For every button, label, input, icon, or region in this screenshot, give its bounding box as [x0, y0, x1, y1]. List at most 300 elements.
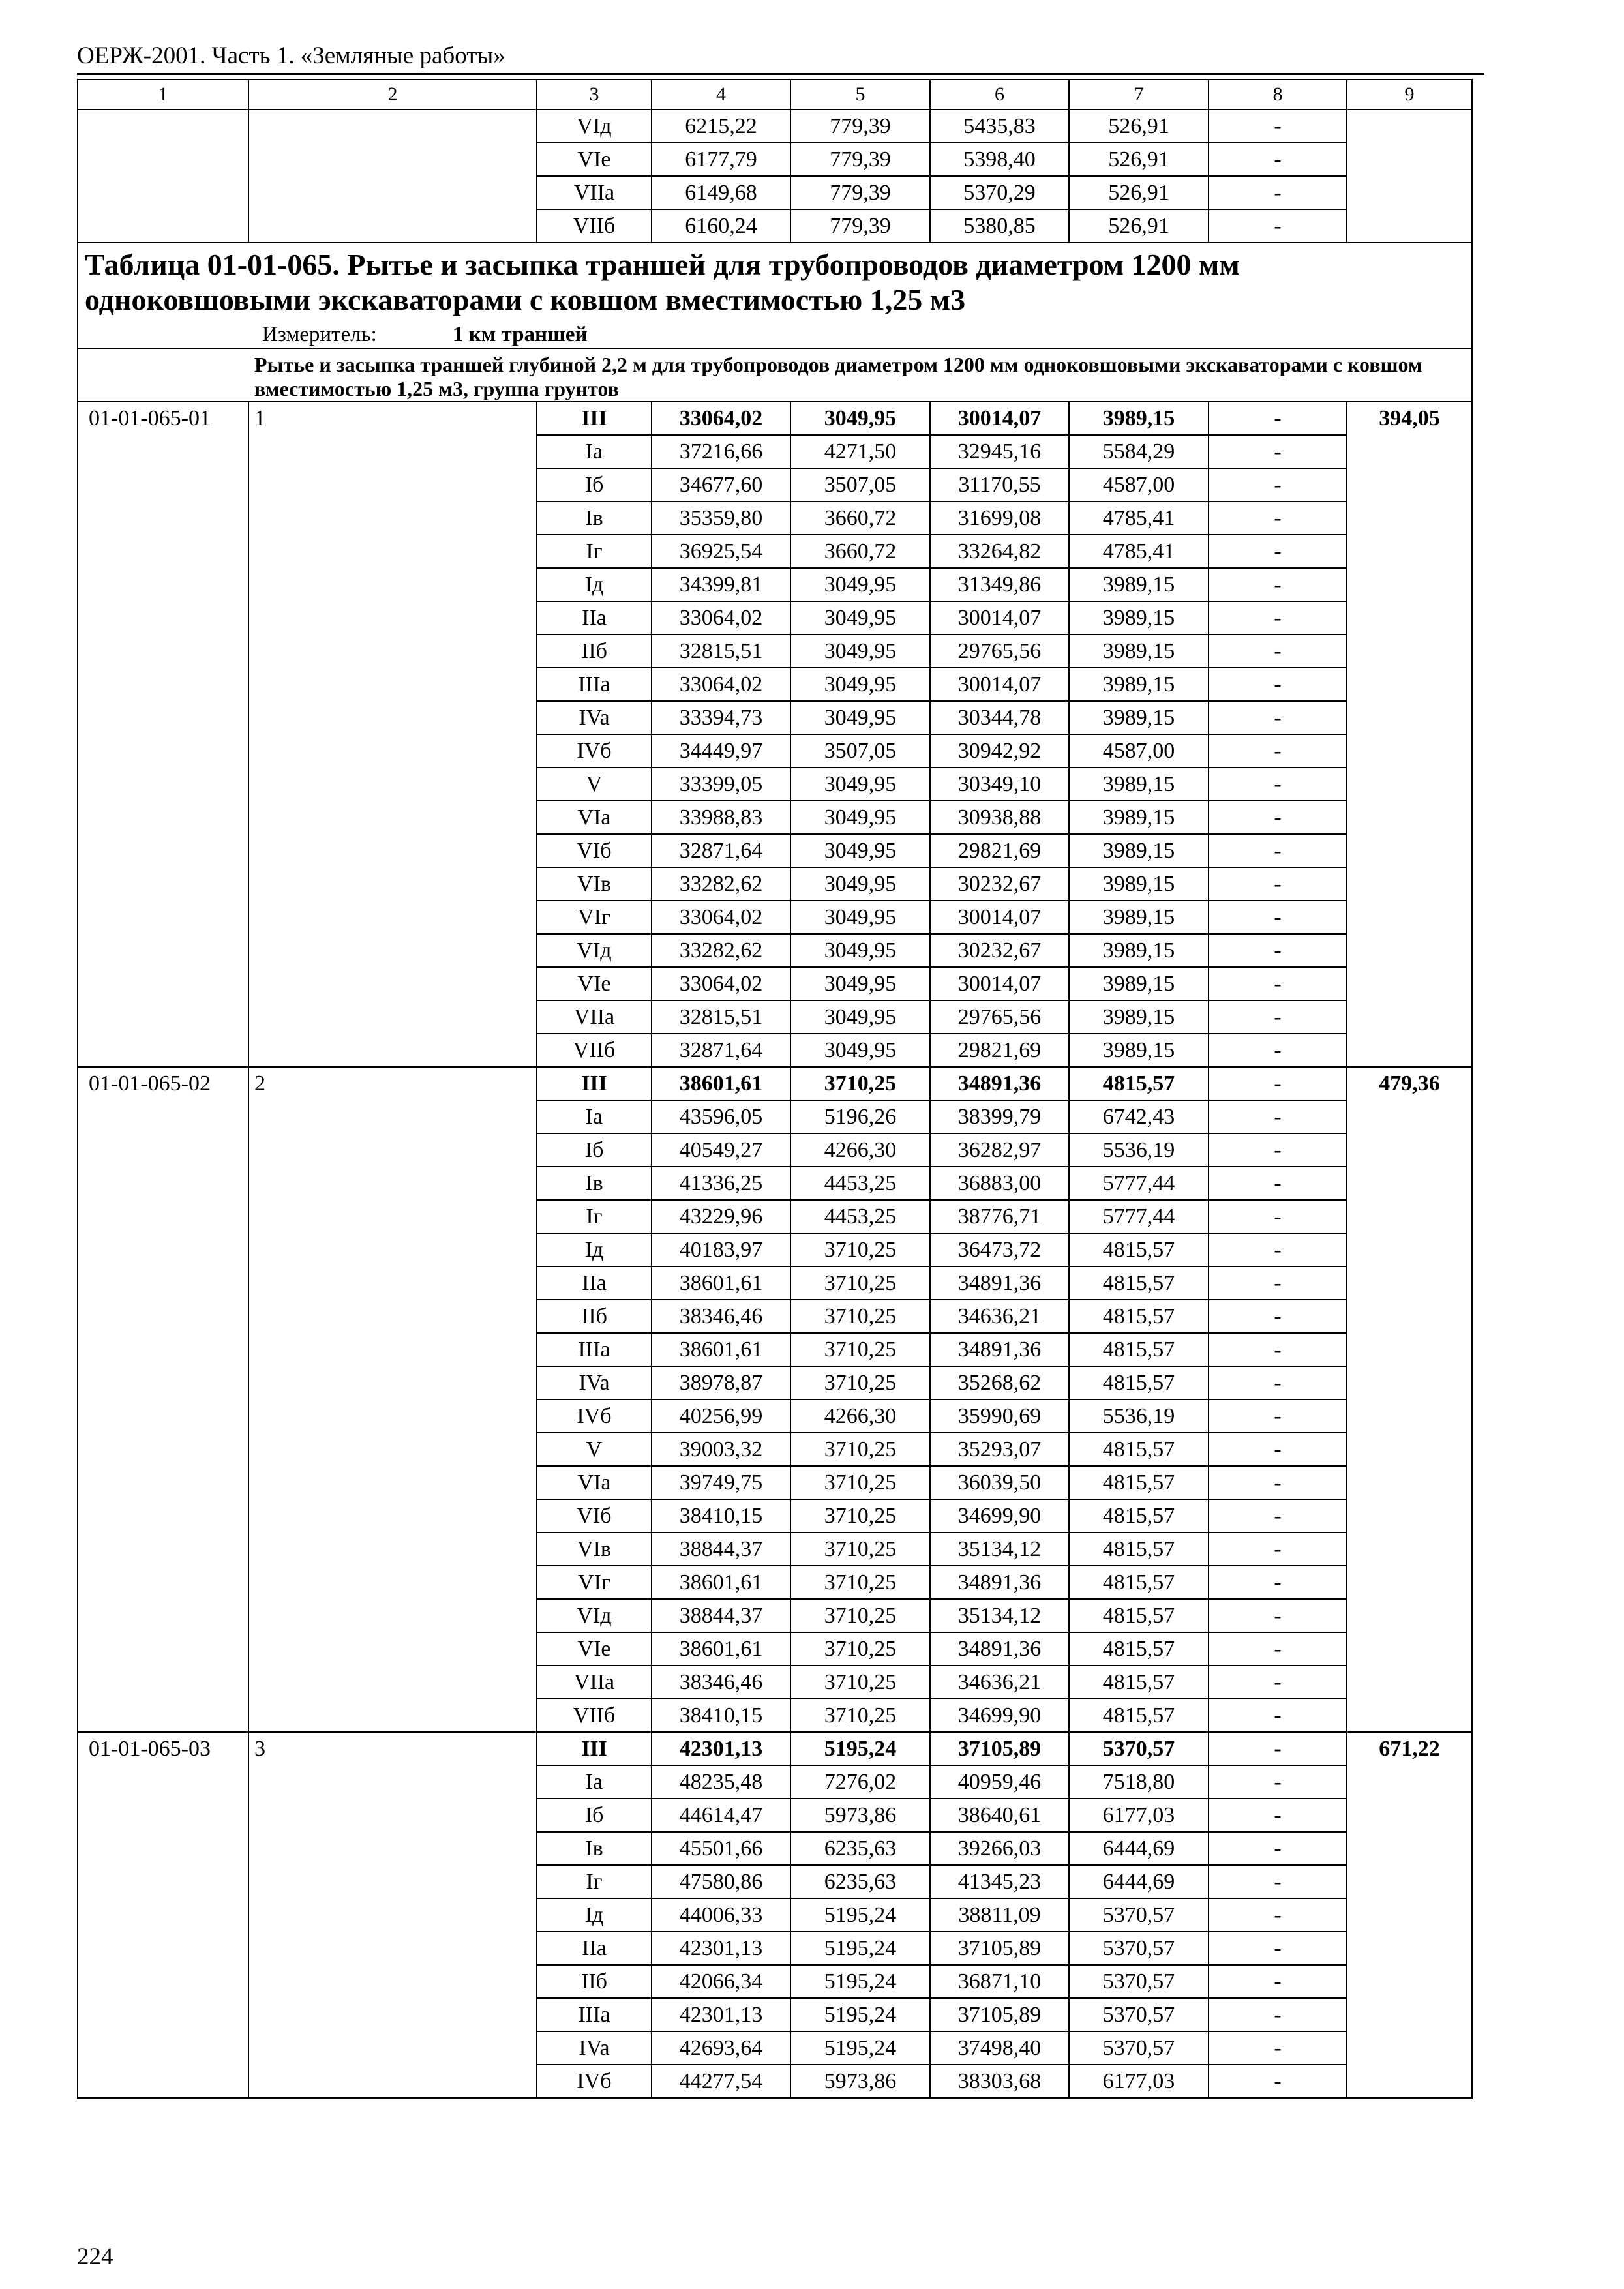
value-cell: 30344,78: [930, 701, 1069, 734]
value-cell: -: [1209, 1466, 1347, 1499]
value-cell: -: [1209, 176, 1347, 209]
value-cell: 4815,57: [1069, 1300, 1209, 1333]
value-cell: -: [1209, 1599, 1347, 1632]
value-cell: 43596,05: [652, 1100, 790, 1133]
value-cell: 3989,15: [1069, 701, 1209, 734]
value-cell: 3710,25: [790, 1366, 930, 1399]
value-cell: 5195,24: [790, 1965, 930, 1998]
value-cell: 33282,62: [652, 867, 790, 901]
soil-group: VIд: [537, 934, 652, 967]
value-cell: 5370,57: [1069, 1898, 1209, 1932]
value-cell: 3049,95: [790, 967, 930, 1000]
value-cell: -: [1209, 1034, 1347, 1067]
value-cell: 32815,51: [652, 1000, 790, 1034]
value-cell: 33064,02: [652, 901, 790, 934]
value-cell: 5973,86: [790, 2065, 930, 2098]
value-cell: 38844,37: [652, 1533, 790, 1566]
value-cell: 526,91: [1069, 110, 1209, 143]
soil-group: III: [537, 1732, 652, 1765]
value-cell: 30942,92: [930, 734, 1069, 768]
column-number: 4: [652, 80, 790, 110]
value-cell: -: [1209, 1765, 1347, 1799]
measure-value: 1 км траншей: [453, 323, 588, 346]
value-cell: -: [1209, 1167, 1347, 1200]
value-cell: 47580,86: [652, 1865, 790, 1898]
value-cell: -: [1209, 934, 1347, 967]
soil-group: VIIб: [537, 209, 652, 243]
value-cell: 3989,15: [1069, 901, 1209, 934]
column-number: 7: [1069, 80, 1209, 110]
soil-group: IIIa: [537, 668, 652, 701]
soil-group: IVб: [537, 734, 652, 768]
soil-group: IIIa: [537, 1333, 652, 1366]
soil-group: Iг: [537, 1865, 652, 1898]
value-cell: 42301,13: [652, 1732, 790, 1765]
value-cell: 7276,02: [790, 1765, 930, 1799]
value-cell: 38410,15: [652, 1499, 790, 1533]
value-cell: 38410,15: [652, 1699, 790, 1732]
value-cell: 6177,03: [1069, 1799, 1209, 1832]
value-cell: 34699,90: [930, 1699, 1069, 1732]
table-row: [78, 1732, 1472, 1765]
value-cell: 42301,13: [652, 1998, 790, 2031]
value-cell: 3989,15: [1069, 635, 1209, 668]
value-cell: 3710,25: [790, 1067, 930, 1100]
value-cell: 38601,61: [652, 1566, 790, 1599]
value-cell: 779,39: [790, 176, 930, 209]
value-cell: 35293,07: [930, 1433, 1069, 1466]
total-cell: [1347, 110, 1472, 243]
value-cell: 4785,41: [1069, 501, 1209, 535]
value-cell: 45501,66: [652, 1832, 790, 1865]
value-cell: 3989,15: [1069, 801, 1209, 834]
value-cell: -: [1209, 1133, 1347, 1167]
soil-group: III: [537, 1067, 652, 1100]
value-cell: 35134,12: [930, 1599, 1069, 1632]
value-cell: 3710,25: [790, 1233, 930, 1266]
value-cell: 34891,36: [930, 1632, 1069, 1666]
value-cell: 3660,72: [790, 501, 930, 535]
value-cell: -: [1209, 1865, 1347, 1898]
value-cell: 3049,95: [790, 801, 930, 834]
value-cell: 37105,89: [930, 1998, 1069, 2031]
value-cell: 3989,15: [1069, 668, 1209, 701]
soil-group: VIIa: [537, 1000, 652, 1034]
value-cell: -: [1209, 1200, 1347, 1233]
value-cell: 43229,96: [652, 1200, 790, 1233]
value-cell: 6235,63: [790, 1832, 930, 1865]
value-cell: -: [1209, 1000, 1347, 1034]
value-cell: -: [1209, 668, 1347, 701]
running-header: ОЕРЖ-2001. Часть 1. «Земляные работы»: [77, 42, 505, 69]
value-cell: 36473,72: [930, 1233, 1069, 1266]
name-cell: [248, 110, 537, 243]
soil-group: V: [537, 768, 652, 801]
measure: [85, 322, 1465, 348]
soil-group: Iг: [537, 1200, 652, 1233]
column-number: 8: [1209, 80, 1347, 110]
value-cell: 41345,23: [930, 1865, 1069, 1898]
column-number: 6: [930, 80, 1069, 110]
value-cell: 5370,57: [1069, 1932, 1209, 1965]
value-cell: 33064,02: [652, 601, 790, 635]
value-cell: 38601,61: [652, 1067, 790, 1100]
value-cell: 3049,95: [790, 568, 930, 601]
value-cell: 4815,57: [1069, 1499, 1209, 1533]
soil-group: Ia: [537, 435, 652, 468]
value-cell: 4815,57: [1069, 1632, 1209, 1666]
value-cell: 44614,47: [652, 1799, 790, 1832]
value-cell: -: [1209, 1366, 1347, 1399]
value-cell: 5195,24: [790, 1998, 930, 2031]
value-cell: 5195,24: [790, 1932, 930, 1965]
value-cell: 30014,07: [930, 668, 1069, 701]
value-cell: -: [1209, 768, 1347, 801]
value-cell: -: [1209, 601, 1347, 635]
value-cell: 4815,57: [1069, 1333, 1209, 1366]
value-cell: 38399,79: [930, 1100, 1069, 1133]
value-cell: 3989,15: [1069, 834, 1209, 867]
value-cell: 44277,54: [652, 2065, 790, 2098]
value-cell: -: [1209, 2065, 1347, 2098]
table-row: [78, 110, 1472, 143]
value-cell: 3710,25: [790, 1699, 930, 1732]
value-cell: 3989,15: [1069, 934, 1209, 967]
value-cell: 36925,54: [652, 535, 790, 568]
value-cell: 32815,51: [652, 635, 790, 668]
value-cell: 5584,29: [1069, 435, 1209, 468]
soil-group: Iв: [537, 1167, 652, 1200]
value-cell: 5195,24: [790, 1732, 930, 1765]
value-cell: 35268,62: [930, 1366, 1069, 1399]
value-cell: 33064,02: [652, 402, 790, 435]
column-number: 5: [790, 80, 930, 110]
soil-group: IIб: [537, 1300, 652, 1333]
value-cell: 3049,95: [790, 601, 930, 635]
value-cell: 30014,07: [930, 402, 1069, 435]
value-cell: 44006,33: [652, 1898, 790, 1932]
name-cell: 2: [248, 1067, 537, 1732]
value-cell: 4271,50: [790, 435, 930, 468]
value-cell: 6177,79: [652, 143, 790, 176]
value-cell: 36883,00: [930, 1167, 1069, 1200]
value-cell: 5536,19: [1069, 1133, 1209, 1167]
value-cell: 38776,71: [930, 1200, 1069, 1233]
table-row: [78, 1067, 1472, 1100]
value-cell: -: [1209, 967, 1347, 1000]
value-cell: 4815,57: [1069, 1533, 1209, 1566]
value-cell: 5398,40: [930, 143, 1069, 176]
table-row: [78, 402, 1472, 435]
value-cell: 3049,95: [790, 934, 930, 967]
value-cell: 3710,25: [790, 1666, 930, 1699]
soil-group: VIб: [537, 1499, 652, 1533]
value-cell: 34891,36: [930, 1333, 1069, 1366]
value-cell: 4785,41: [1069, 535, 1209, 568]
value-cell: 3049,95: [790, 1034, 930, 1067]
soil-group: Iд: [537, 568, 652, 601]
value-cell: 34677,60: [652, 468, 790, 501]
soil-group: VIIa: [537, 176, 652, 209]
soil-group: VIб: [537, 834, 652, 867]
value-cell: -: [1209, 535, 1347, 568]
value-cell: 3660,72: [790, 535, 930, 568]
value-cell: 3710,25: [790, 1333, 930, 1366]
value-cell: -: [1209, 1898, 1347, 1932]
value-cell: 33064,02: [652, 967, 790, 1000]
value-cell: 5370,57: [1069, 1998, 1209, 2031]
value-cell: -: [1209, 568, 1347, 601]
value-cell: 526,91: [1069, 176, 1209, 209]
value-cell: 38978,87: [652, 1366, 790, 1399]
value-cell: 3710,25: [790, 1433, 930, 1466]
title-row: [78, 243, 1472, 348]
price-table: [77, 79, 1473, 2099]
value-cell: 3989,15: [1069, 768, 1209, 801]
soil-group: VIв: [537, 867, 652, 901]
value-cell: 34636,21: [930, 1300, 1069, 1333]
value-cell: 5195,24: [790, 1898, 930, 1932]
value-cell: 29821,69: [930, 1034, 1069, 1067]
value-cell: 3710,25: [790, 1533, 930, 1566]
value-cell: 33988,83: [652, 801, 790, 834]
value-cell: 3710,25: [790, 1499, 930, 1533]
value-cell: 38303,68: [930, 2065, 1069, 2098]
value-cell: -: [1209, 801, 1347, 834]
value-cell: 38844,37: [652, 1599, 790, 1632]
value-cell: 4587,00: [1069, 734, 1209, 768]
value-cell: 30014,07: [930, 967, 1069, 1000]
soil-group: VIa: [537, 801, 652, 834]
value-cell: 4453,25: [790, 1200, 930, 1233]
column-number: 9: [1347, 80, 1472, 110]
value-cell: 4815,57: [1069, 1233, 1209, 1266]
soil-group: IVa: [537, 701, 652, 734]
value-cell: 32871,64: [652, 834, 790, 867]
value-cell: 3710,25: [790, 1566, 930, 1599]
value-cell: 526,91: [1069, 209, 1209, 243]
value-cell: 3049,95: [790, 402, 930, 435]
value-cell: -: [1209, 701, 1347, 734]
value-cell: 35990,69: [930, 1399, 1069, 1433]
value-cell: 3989,15: [1069, 402, 1209, 435]
header-rule: [77, 73, 1484, 75]
value-cell: 3049,95: [790, 901, 930, 934]
name-cell: 3: [248, 1732, 537, 2098]
value-cell: 42066,34: [652, 1965, 790, 1998]
value-cell: 3049,95: [790, 668, 930, 701]
value-cell: 6235,63: [790, 1865, 930, 1898]
value-cell: 29765,56: [930, 635, 1069, 668]
value-cell: 37105,89: [930, 1732, 1069, 1765]
value-cell: 38811,09: [930, 1898, 1069, 1932]
value-cell: 35359,80: [652, 501, 790, 535]
value-cell: 5370,29: [930, 176, 1069, 209]
value-cell: 39266,03: [930, 1832, 1069, 1865]
total-cell: 479,36: [1347, 1067, 1472, 1732]
value-cell: -: [1209, 734, 1347, 768]
value-cell: 3989,15: [1069, 568, 1209, 601]
soil-group: VIe: [537, 967, 652, 1000]
value-cell: 3049,95: [790, 834, 930, 867]
value-cell: -: [1209, 435, 1347, 468]
value-cell: -: [1209, 1732, 1347, 1765]
soil-group: IVб: [537, 2065, 652, 2098]
value-cell: 3049,95: [790, 867, 930, 901]
value-cell: 5536,19: [1069, 1399, 1209, 1433]
soil-group: IIa: [537, 1932, 652, 1965]
soil-group: VIIб: [537, 1034, 652, 1067]
value-cell: 3049,95: [790, 768, 930, 801]
table-body: [78, 80, 1472, 2098]
value-cell: -: [1209, 2031, 1347, 2065]
value-cell: 5370,57: [1069, 2031, 1209, 2065]
soil-group: Iб: [537, 1799, 652, 1832]
value-cell: -: [1209, 1998, 1347, 2031]
soil-group: IIa: [537, 1266, 652, 1300]
value-cell: 5196,26: [790, 1100, 930, 1133]
value-cell: 4815,57: [1069, 1067, 1209, 1100]
value-cell: 48235,48: [652, 1765, 790, 1799]
value-cell: -: [1209, 1932, 1347, 1965]
value-cell: 4815,57: [1069, 1666, 1209, 1699]
table-title: Таблица 01-01-065. Рытье и засыпка траншей для трубопроводов диаметром 1200 мм одноковшовыми экскаваторами с ковшом вместимостью 1,25 м3: [85, 248, 1240, 316]
value-cell: 42301,13: [652, 1932, 790, 1965]
column-number-row: [78, 80, 1472, 110]
soil-group: VIIa: [537, 1666, 652, 1699]
value-cell: 38640,61: [930, 1799, 1069, 1832]
value-cell: 38346,46: [652, 1666, 790, 1699]
total-cell: 394,05: [1347, 402, 1472, 1067]
value-cell: -: [1209, 1533, 1347, 1566]
soil-group: IIIa: [537, 1998, 652, 2031]
value-cell: 34891,36: [930, 1067, 1069, 1100]
value-cell: -: [1209, 635, 1347, 668]
value-cell: 4453,25: [790, 1167, 930, 1200]
value-cell: -: [1209, 1266, 1347, 1300]
column-number: 3: [537, 80, 652, 110]
value-cell: 33394,73: [652, 701, 790, 734]
value-cell: 4815,57: [1069, 1466, 1209, 1499]
value-cell: 4587,00: [1069, 468, 1209, 501]
table-subtitle: Рытье и засыпка траншей глубиной 2,2 м для трубопроводов диаметром 1200 мм одноковшовыми экскаваторами с ковшом вместимостью 1,25 м3, группа грунтов: [78, 348, 1472, 402]
total-cell: 671,22: [1347, 1732, 1472, 2098]
value-cell: 4815,57: [1069, 1599, 1209, 1632]
value-cell: -: [1209, 501, 1347, 535]
table-title-cell: [78, 243, 1472, 348]
value-cell: 6149,68: [652, 176, 790, 209]
value-cell: -: [1209, 901, 1347, 934]
value-cell: -: [1209, 1666, 1347, 1699]
value-cell: -: [1209, 1433, 1347, 1466]
value-cell: 779,39: [790, 110, 930, 143]
value-cell: 34891,36: [930, 1566, 1069, 1599]
soil-group: VIд: [537, 110, 652, 143]
value-cell: 3507,05: [790, 468, 930, 501]
value-cell: 6444,69: [1069, 1865, 1209, 1898]
value-cell: -: [1209, 209, 1347, 243]
value-cell: 41336,25: [652, 1167, 790, 1200]
value-cell: -: [1209, 1699, 1347, 1732]
value-cell: 6215,22: [652, 110, 790, 143]
value-cell: 40256,99: [652, 1399, 790, 1433]
value-cell: 3710,25: [790, 1632, 930, 1666]
soil-group: Iг: [537, 535, 652, 568]
soil-group: Iб: [537, 468, 652, 501]
value-cell: -: [1209, 1067, 1347, 1100]
value-cell: 779,39: [790, 143, 930, 176]
soil-group: V: [537, 1433, 652, 1466]
value-cell: 31170,55: [930, 468, 1069, 501]
value-cell: -: [1209, 1499, 1347, 1533]
value-cell: 38601,61: [652, 1632, 790, 1666]
soil-group: VIa: [537, 1466, 652, 1499]
value-cell: -: [1209, 1965, 1347, 1998]
code-cell: [78, 110, 248, 243]
value-cell: 33282,62: [652, 934, 790, 967]
soil-group: IVa: [537, 1366, 652, 1399]
soil-group: VIд: [537, 1599, 652, 1632]
value-cell: 3049,95: [790, 1000, 930, 1034]
value-cell: 5973,86: [790, 1799, 930, 1832]
value-cell: 3049,95: [790, 635, 930, 668]
value-cell: 3710,25: [790, 1466, 930, 1499]
soil-group: IIб: [537, 635, 652, 668]
value-cell: 4815,57: [1069, 1433, 1209, 1466]
value-cell: -: [1209, 110, 1347, 143]
soil-group: Iд: [537, 1233, 652, 1266]
measure-label: Измеритель:: [262, 323, 377, 346]
value-cell: 37498,40: [930, 2031, 1069, 2065]
value-cell: 39003,32: [652, 1433, 790, 1466]
value-cell: 4815,57: [1069, 1699, 1209, 1732]
value-cell: 6444,69: [1069, 1832, 1209, 1865]
value-cell: 5370,57: [1069, 1965, 1209, 1998]
soil-group: VIe: [537, 143, 652, 176]
value-cell: -: [1209, 1233, 1347, 1266]
value-cell: -: [1209, 1799, 1347, 1832]
value-cell: 5370,57: [1069, 1732, 1209, 1765]
soil-group: VIв: [537, 1533, 652, 1566]
value-cell: 3989,15: [1069, 867, 1209, 901]
value-cell: 3710,25: [790, 1300, 930, 1333]
value-cell: 3989,15: [1069, 1000, 1209, 1034]
value-cell: 6160,24: [652, 209, 790, 243]
code-cell: 01-01-065-02: [78, 1067, 248, 1732]
value-cell: 33399,05: [652, 768, 790, 801]
value-cell: 31349,86: [930, 568, 1069, 601]
value-cell: 3049,95: [790, 701, 930, 734]
value-cell: 31699,08: [930, 501, 1069, 535]
value-cell: 30349,10: [930, 768, 1069, 801]
value-cell: -: [1209, 1632, 1347, 1666]
column-number: 2: [248, 80, 537, 110]
value-cell: -: [1209, 1333, 1347, 1366]
soil-group: IIa: [537, 601, 652, 635]
value-cell: 40959,46: [930, 1765, 1069, 1799]
value-cell: 30938,88: [930, 801, 1069, 834]
value-cell: -: [1209, 1300, 1347, 1333]
value-cell: 4266,30: [790, 1133, 930, 1167]
value-cell: -: [1209, 402, 1347, 435]
value-cell: -: [1209, 834, 1347, 867]
value-cell: -: [1209, 468, 1347, 501]
value-cell: 4815,57: [1069, 1366, 1209, 1399]
soil-group: Iб: [537, 1133, 652, 1167]
value-cell: 3989,15: [1069, 1034, 1209, 1067]
value-cell: 35134,12: [930, 1533, 1069, 1566]
page-number: 224: [77, 2243, 113, 2270]
